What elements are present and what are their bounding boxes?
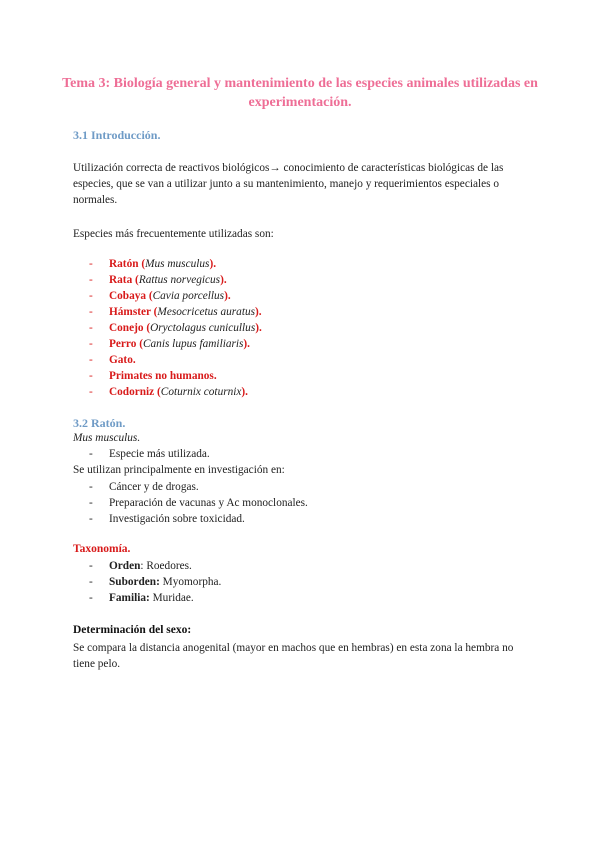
uses-intro-text: Se utilizan principalmente en investigación en: — [73, 464, 285, 476]
taxonomy-heading: Taxonomía. — [73, 543, 131, 555]
section-heading-introduccion: 3.1 Introducción. — [73, 128, 161, 142]
intro-paragraph: Utilización correcta de reactivos biológicos→ conocimiento de características biológicas de las especies, que se van a utilizar junto a su mantenimiento, manejo y requerimientos especiales o normales. — [73, 162, 504, 206]
list-item: - Ratón (Mus musculus). — [89, 258, 217, 270]
page-title: Tema 3: Biología general y mantenimiento de las especies animales utilizadas en experimentación. — [62, 76, 538, 110]
mouse-notes-list — [89, 446, 210, 462]
sex-determination-text: Se compara la distancia anogenital (mayor en machos que en hembras) en esta zona la hembra no tiene pelo. — [73, 642, 514, 670]
list-item: - Familia: Muridae. — [89, 592, 194, 604]
sex-determination-heading: Determinación del sexo: — [73, 624, 192, 636]
list-item: - Rata (Rattus norvegicus). — [89, 274, 227, 286]
list-item: - Gato. — [89, 354, 136, 366]
species-list — [89, 256, 262, 400]
list-item: - Preparación de vacunas y Ac monoclonales. — [89, 497, 308, 509]
list-item: - Orden: Roedores. — [89, 560, 192, 572]
list-item: - Primates no humanos. — [89, 370, 217, 382]
list-item: - Cáncer y de drogas. — [89, 481, 199, 493]
uses-list — [89, 479, 308, 527]
list-item: - Conejo (Oryctolagus cunicullus). — [89, 322, 262, 334]
species-intro-text: Especies más frecuentemente utilizadas son: — [73, 228, 274, 240]
list-item: - Perro (Canis lupus familiaris). — [89, 338, 251, 350]
taxonomy-list — [89, 558, 221, 606]
list-item: - Cobaya (Cavia porcellus). — [89, 290, 231, 302]
list-item: - Hámster (Mesocricetus auratus). — [89, 306, 262, 318]
list-item: - Especie más utilizada. — [89, 448, 210, 460]
mouse-latin-name: Mus musculus. — [73, 432, 141, 444]
list-item: - Suborden: Myomorpha. — [89, 576, 222, 588]
section-heading-raton: 3.2 Ratón. — [73, 416, 126, 430]
list-item: - Codorniz (Coturnix coturnix). — [89, 386, 249, 398]
list-item: - Investigación sobre toxicidad. — [89, 513, 245, 525]
